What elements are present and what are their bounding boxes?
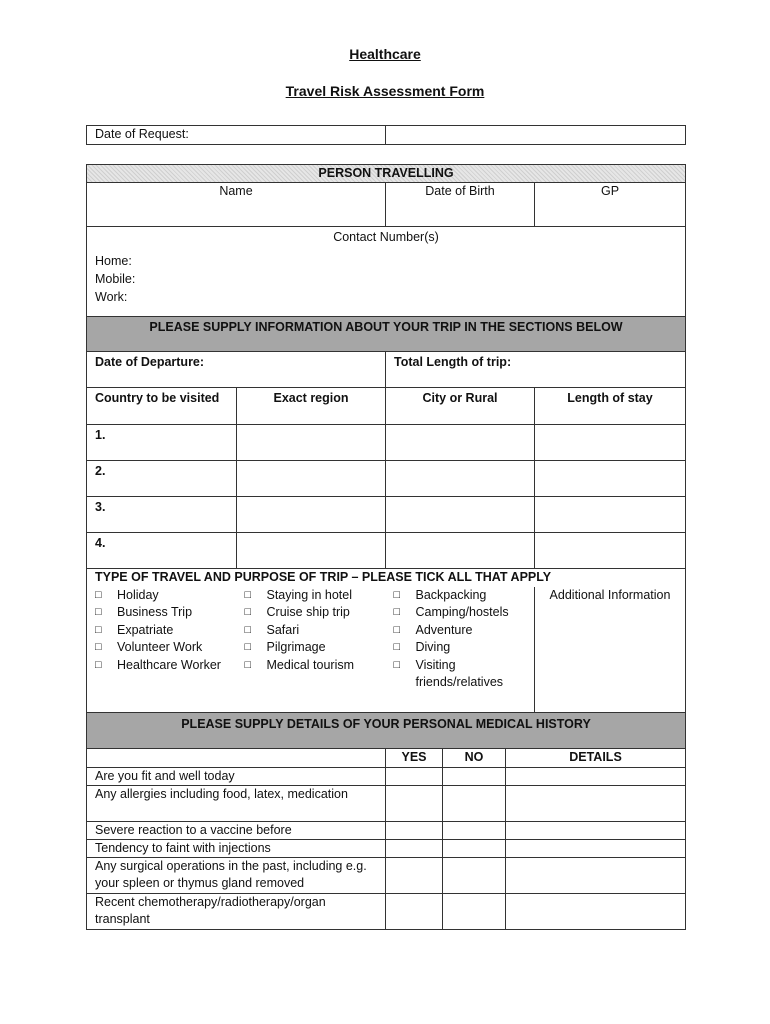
checkbox-diving[interactable]: □ Diving bbox=[394, 639, 527, 657]
gp-label: GP bbox=[600, 184, 620, 198]
details-cell[interactable] bbox=[506, 858, 686, 894]
home-label: Home: bbox=[95, 254, 132, 268]
destination-row bbox=[87, 497, 686, 533]
details-cell[interactable] bbox=[506, 894, 686, 930]
length-of-stay-cell[interactable] bbox=[535, 425, 686, 461]
additional-information-label: Additional Information bbox=[549, 587, 671, 602]
checkbox-camping-hostels[interactable]: □ Camping/hostels bbox=[394, 604, 527, 622]
destination-row bbox=[87, 425, 686, 461]
date-of-request-label: Date of Request: bbox=[87, 126, 386, 145]
region-cell[interactable] bbox=[237, 533, 386, 569]
departure-date-label: Date of Departure: bbox=[95, 355, 205, 369]
checkbox-icon[interactable]: □ bbox=[244, 623, 252, 636]
yes-cell[interactable] bbox=[386, 894, 443, 930]
no-cell[interactable] bbox=[443, 840, 506, 858]
column-length-of-stay: Length of stay bbox=[535, 388, 686, 425]
checkbox-visiting-friends[interactable]: □ Visiting friends/relatives bbox=[394, 657, 527, 692]
details-cell[interactable] bbox=[506, 786, 686, 822]
contact-numbers-field[interactable] bbox=[87, 227, 686, 317]
checkbox-volunteer-work[interactable]: □ Volunteer Work bbox=[95, 639, 229, 657]
medical-question: Severe reaction to a vaccine before bbox=[87, 822, 386, 840]
travel-type-col3 bbox=[386, 587, 535, 713]
yes-cell[interactable] bbox=[386, 840, 443, 858]
checkbox-staying-in-hotel[interactable]: □ Staying in hotel bbox=[245, 587, 378, 605]
destination-row bbox=[87, 533, 686, 569]
checkbox-icon[interactable]: □ bbox=[244, 588, 252, 601]
destination-row bbox=[87, 461, 686, 497]
column-region: Exact region bbox=[237, 388, 386, 425]
medical-question-row bbox=[87, 840, 686, 858]
checkbox-healthcare-worker[interactable]: □ Healthcare Worker bbox=[95, 657, 229, 675]
checkbox-icon[interactable]: □ bbox=[95, 658, 102, 671]
destination-row-number[interactable]: 3. bbox=[87, 497, 237, 533]
medical-columns-header bbox=[87, 749, 686, 768]
medical-question-row bbox=[87, 822, 686, 840]
region-cell[interactable] bbox=[237, 497, 386, 533]
column-country: Country to be visited bbox=[87, 388, 237, 425]
name-label: Name bbox=[219, 184, 253, 198]
yes-cell[interactable] bbox=[386, 768, 443, 786]
destination-columns-header bbox=[87, 388, 686, 425]
travel-type-col1 bbox=[87, 587, 237, 713]
no-cell[interactable] bbox=[443, 858, 506, 894]
person-travelling-header: PERSON TRAVELLING bbox=[87, 165, 686, 183]
medical-question: Any allergies including food, latex, medication bbox=[87, 786, 386, 822]
contact-numbers-label: Contact Number(s) bbox=[333, 230, 439, 244]
checkbox-icon[interactable]: □ bbox=[393, 658, 401, 671]
medical-question: Any surgical operations in the past, including e.g. your spleen or thymus gland removed bbox=[87, 858, 386, 894]
destination-row-number[interactable]: 2. bbox=[87, 461, 237, 497]
checkbox-adventure[interactable]: □ Adventure bbox=[394, 622, 527, 640]
checkbox-icon[interactable]: □ bbox=[95, 623, 102, 636]
main-form-table bbox=[86, 164, 686, 713]
checkbox-icon[interactable]: □ bbox=[393, 623, 401, 636]
medical-question-row bbox=[87, 786, 686, 822]
length-of-stay-cell[interactable] bbox=[535, 497, 686, 533]
checkbox-medical-tourism[interactable]: □ Medical tourism bbox=[245, 657, 378, 675]
dob-field[interactable] bbox=[386, 183, 535, 227]
checkbox-icon[interactable]: □ bbox=[244, 658, 252, 671]
details-column-header: DETAILS bbox=[506, 749, 686, 768]
checkbox-backpacking[interactable]: □ Backpacking bbox=[394, 587, 527, 605]
medical-history-header: PLEASE SUPPLY DETAILS OF YOUR PERSONAL MEDICAL HISTORY bbox=[87, 713, 686, 749]
checkbox-icon[interactable]: □ bbox=[393, 588, 401, 601]
checkbox-icon[interactable]: □ bbox=[95, 606, 102, 618]
checkbox-icon[interactable]: □ bbox=[244, 641, 252, 653]
column-city-rural: City or Rural bbox=[386, 388, 535, 425]
mobile-label: Mobile: bbox=[95, 272, 136, 286]
no-cell[interactable] bbox=[443, 894, 506, 930]
checkbox-icon[interactable]: □ bbox=[95, 641, 102, 653]
yes-column-header: YES bbox=[386, 749, 443, 768]
work-label: Work: bbox=[95, 290, 128, 304]
city-rural-cell[interactable] bbox=[386, 461, 535, 497]
request-table bbox=[86, 125, 686, 145]
yes-cell[interactable] bbox=[386, 786, 443, 822]
yes-cell[interactable] bbox=[386, 858, 443, 894]
destination-row-number[interactable]: 1. bbox=[87, 425, 237, 461]
travel-type-heading: TYPE OF TRAVEL AND PURPOSE OF TRIP – PLEASE TICK ALL THAT APPLY bbox=[87, 569, 686, 587]
length-of-stay-cell[interactable] bbox=[535, 533, 686, 569]
checkbox-expatriate[interactable]: □ Expatriate bbox=[95, 622, 229, 640]
trip-length-field[interactable] bbox=[386, 352, 686, 388]
city-rural-cell[interactable] bbox=[386, 533, 535, 569]
checkbox-safari[interactable]: □ Safari bbox=[245, 622, 378, 640]
no-cell[interactable] bbox=[443, 768, 506, 786]
departure-date-field[interactable] bbox=[87, 352, 386, 388]
form-title: Travel Risk Assessment Form bbox=[285, 83, 485, 99]
yes-cell[interactable] bbox=[386, 822, 443, 840]
region-cell[interactable] bbox=[237, 425, 386, 461]
checkbox-icon[interactable]: □ bbox=[393, 641, 401, 653]
no-cell[interactable] bbox=[443, 786, 506, 822]
name-field[interactable] bbox=[87, 183, 386, 227]
medical-question: Recent chemotherapy/radiotherapy/organ transplant bbox=[87, 894, 386, 930]
medical-history-table bbox=[86, 712, 686, 930]
checkbox-pilgrimage[interactable]: □ Pilgrimage bbox=[245, 639, 378, 657]
date-of-request-field[interactable] bbox=[386, 126, 686, 145]
region-cell[interactable] bbox=[237, 461, 386, 497]
details-cell[interactable] bbox=[506, 840, 686, 858]
checkbox-icon[interactable]: □ bbox=[393, 606, 401, 618]
medical-question: Are you fit and well today bbox=[87, 768, 386, 786]
no-cell[interactable] bbox=[443, 822, 506, 840]
travel-type-col2 bbox=[237, 587, 386, 713]
checkbox-holiday[interactable]: □ Holiday bbox=[95, 587, 229, 605]
checkbox-icon[interactable]: □ bbox=[95, 588, 102, 601]
checkbox-business-trip[interactable]: □ Business Trip bbox=[95, 604, 229, 622]
no-column-header: NO bbox=[443, 749, 506, 768]
medical-question-row bbox=[87, 858, 686, 894]
organization-title: Healthcare bbox=[349, 46, 421, 62]
checkbox-cruise-ship-trip[interactable]: □ Cruise ship trip bbox=[245, 604, 378, 622]
question-column-header bbox=[87, 749, 386, 768]
gp-field[interactable] bbox=[535, 183, 686, 227]
medical-question-row bbox=[87, 768, 686, 786]
length-of-stay-cell[interactable] bbox=[535, 461, 686, 497]
destination-row-number[interactable]: 4. bbox=[87, 533, 237, 569]
medical-question: Tendency to faint with injections bbox=[87, 840, 386, 858]
dob-label: Date of Birth bbox=[425, 184, 495, 198]
additional-information-field[interactable] bbox=[535, 587, 686, 713]
details-cell[interactable] bbox=[506, 822, 686, 840]
trip-info-header: PLEASE SUPPLY INFORMATION ABOUT YOUR TRIP IN THE SECTIONS BELOW bbox=[87, 317, 686, 352]
details-cell[interactable] bbox=[506, 768, 686, 786]
checkbox-icon[interactable]: □ bbox=[244, 606, 252, 618]
medical-question-row bbox=[87, 894, 686, 930]
trip-length-label: Total Length of trip: bbox=[394, 355, 512, 369]
city-rural-cell[interactable] bbox=[386, 425, 535, 461]
city-rural-cell[interactable] bbox=[386, 497, 535, 533]
